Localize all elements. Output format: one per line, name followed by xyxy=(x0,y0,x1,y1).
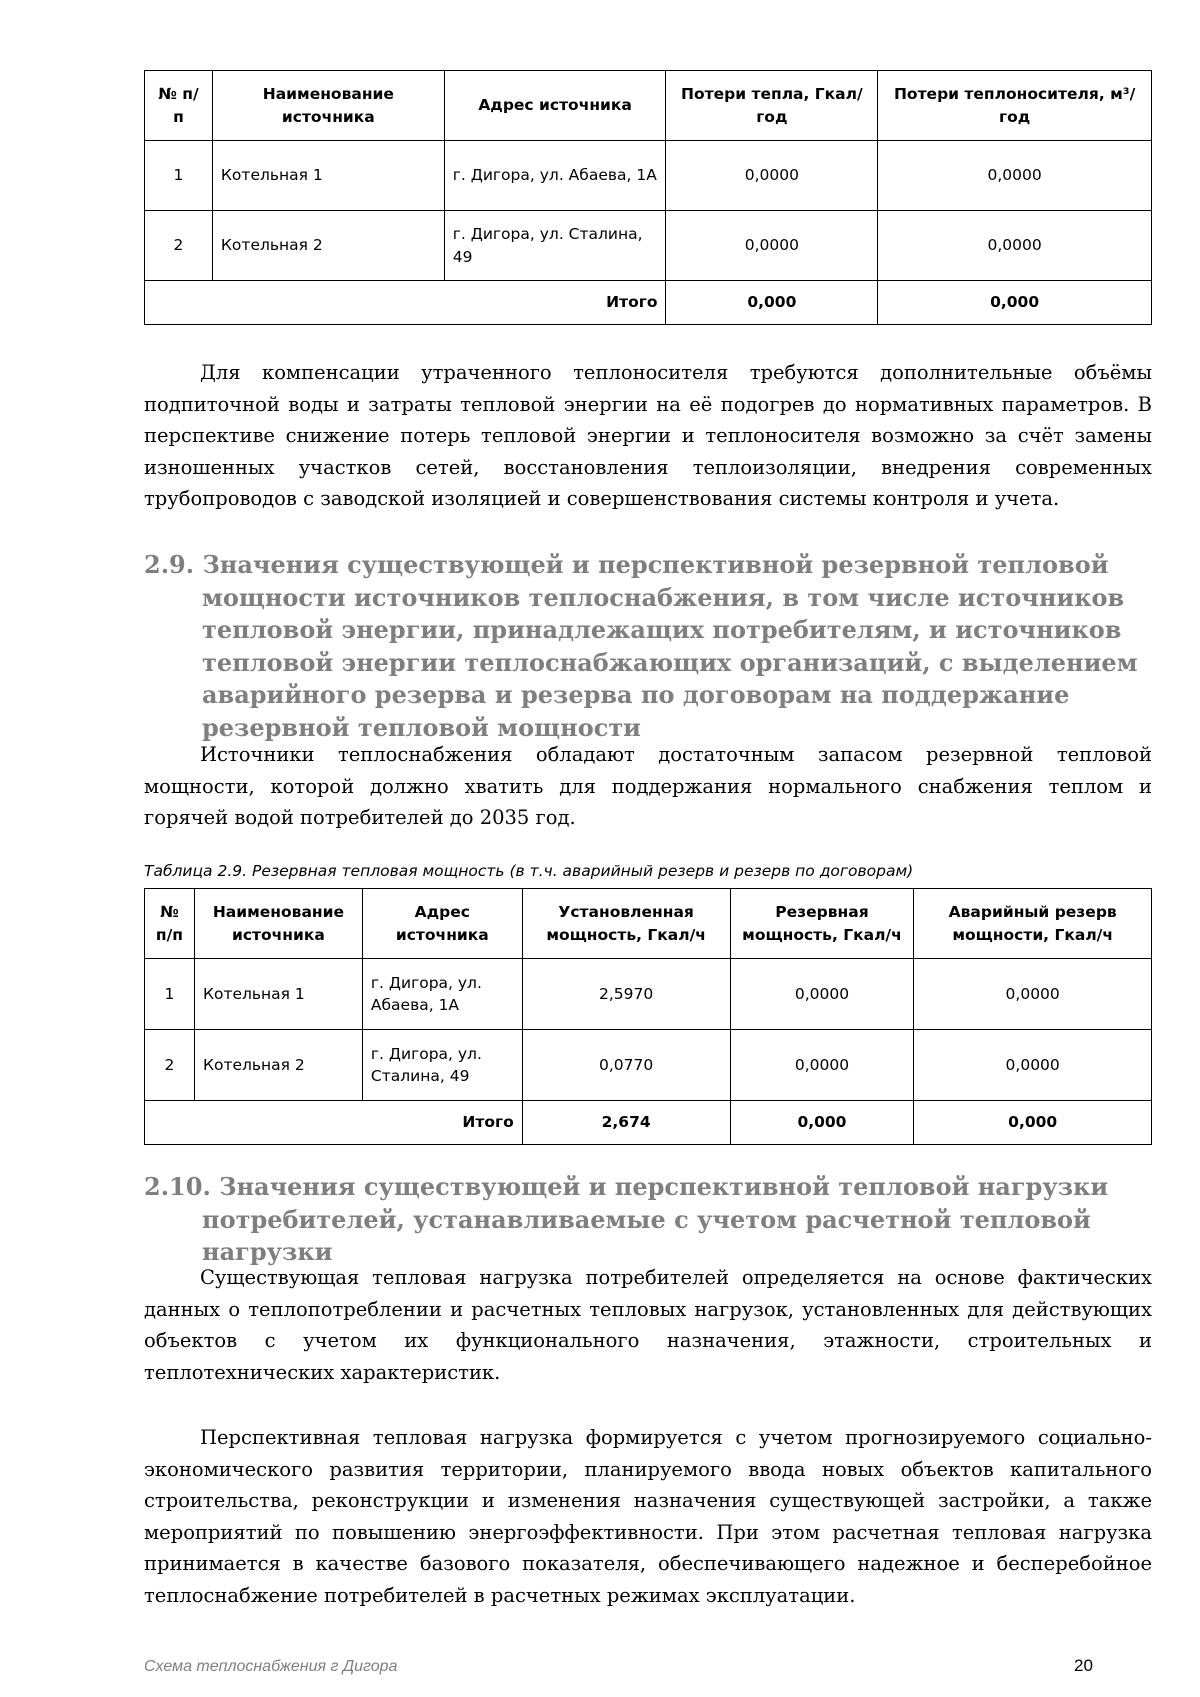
cell-reserve-capacity: 0,0000 xyxy=(730,1030,914,1101)
header-source-address: Адрес источника xyxy=(444,71,666,141)
total-heat-losses: 0,000 xyxy=(666,281,878,325)
cell-installed-capacity: 0,0770 xyxy=(522,1030,730,1101)
reserve-capacity-table xyxy=(144,888,1152,1145)
paragraph-reserve-capacity: Источники теплоснабжения обладают достаточным запасом резервной тепловой мощности, которой должно хватить для поддержания нормального снабжения теплом и горячей водой потребителей до 2035 год. xyxy=(144,743,1152,829)
header-number: № п/п xyxy=(145,71,213,141)
header-number: № п/п xyxy=(145,889,195,959)
header-source-name: Наименование источника xyxy=(194,889,362,959)
total-reserve-capacity: 0,000 xyxy=(730,1101,914,1145)
cell-source-address: г. Дигора, ул. Сталина, 49 xyxy=(362,1030,522,1101)
paragraph-prospective-load: Перспективная тепловая нагрузка формируется с учетом прогнозируемого социально-экономического развития территории, планируемого ввода новых объектов капитального строительства, реконструкции и изменения назначения существующей застройки, а также мероприятий по повышению энергоэффективности. При этом расчетная тепловая нагрузка принимается в качестве базового показателя, обеспечивающего надежное и бесперебойное теплоснабжение потребителей в расчетных режимах эксплуатации. xyxy=(144,1426,1152,1607)
cell-number: 2 xyxy=(145,1030,195,1101)
cell-heat-losses: 0,0000 xyxy=(666,211,878,281)
total-coolant-losses: 0,000 xyxy=(878,281,1152,325)
cell-source-name: Котельная 2 xyxy=(194,1030,362,1101)
cell-source-address: г. Дигора, ул. Абаева, 1А xyxy=(362,959,522,1030)
header-emergency-reserve: Аварийный резерв мощности, Гкал/ч xyxy=(914,889,1152,959)
cell-heat-losses: 0,0000 xyxy=(666,141,878,211)
cell-number: 1 xyxy=(145,959,195,1030)
total-emergency-reserve: 0,000 xyxy=(914,1101,1152,1145)
heat-losses-table xyxy=(144,70,1152,325)
table-header-row xyxy=(145,889,1152,959)
section-heading-2-9: 2.9. Значения существующей и перспективной резервной тепловой мощности источников теплоснабжения, в том числе источников тепловой энергии, принадлежащих потребителям, и источников тепловой энергии теплоснабжающих организаций, с выделением аварийного резерва и резерва по договорам на поддержание резервной тепловой мощности xyxy=(144,550,1138,742)
table-total-row xyxy=(145,281,1152,325)
cell-number: 2 xyxy=(145,211,213,281)
header-coolant-losses: Потери теплоносителя, м³/год xyxy=(878,71,1152,141)
header-source-address: Адрес источника xyxy=(362,889,522,959)
cell-reserve-capacity: 0,0000 xyxy=(730,959,914,1030)
cell-source-address: г. Дигора, ул. Абаева, 1А xyxy=(444,141,666,211)
footer-document-title: Схема теплоснабжения г Дигора xyxy=(144,1658,398,1675)
cell-source-name: Котельная 1 xyxy=(212,141,444,211)
header-reserve-capacity: Резервная мощность, Гкал/ч xyxy=(730,889,914,959)
paragraph-existing-load: Существующая тепловая нагрузка потребителей определяется на основе фактических данных о теплопотреблении и расчетных тепловых нагрузок, установленных для действующих объектов с учетом их функционального назначения, этажности, строительных и теплотехнических характеристик. xyxy=(144,1266,1152,1384)
table-total-row xyxy=(145,1101,1152,1145)
header-installed-capacity: Установленная мощность, Гкал/ч xyxy=(522,889,730,959)
total-label: Итого xyxy=(145,1101,523,1145)
cell-emergency-reserve: 0,0000 xyxy=(914,959,1152,1030)
section-heading-2-10: 2.10. Значения существующей и перспективной тепловой нагрузки потребителей, устанавливаемые с учетом расчетной тепловой нагрузки xyxy=(144,1172,1109,1266)
cell-emergency-reserve: 0,0000 xyxy=(914,1030,1152,1101)
cell-source-name: Котельная 1 xyxy=(194,959,362,1030)
cell-coolant-losses: 0,0000 xyxy=(878,211,1152,281)
total-label: Итого xyxy=(145,281,666,325)
table-row xyxy=(145,211,1152,281)
cell-source-address: г. Дигора, ул. Сталина, 49 xyxy=(444,211,666,281)
table-row xyxy=(145,959,1152,1030)
table-row xyxy=(145,1030,1152,1101)
header-source-name: Наименование источника xyxy=(212,71,444,141)
header-heat-losses: Потери тепла, Гкал/год xyxy=(666,71,878,141)
cell-coolant-losses: 0,0000 xyxy=(878,141,1152,211)
table-row xyxy=(145,141,1152,211)
total-installed-capacity: 2,674 xyxy=(522,1101,730,1145)
cell-number: 1 xyxy=(145,141,213,211)
table-header-row xyxy=(145,71,1152,141)
footer-page-number: 20 xyxy=(1074,1656,1093,1675)
paragraph-coolant-compensation: Для компенсации утраченного теплоносителя требуются дополнительные объёмы подпиточной воды и затраты тепловой энергии на её подогрев до нормативных параметров. В перспективе снижение потерь тепловой энергии и теплоносителя возможно за счёт замены изношенных участков сетей, восстановления теплоизоляции, внедрения современных трубопроводов с заводской изоляцией и совершенствования системы контроля и учета. xyxy=(144,361,1152,510)
cell-source-name: Котельная 2 xyxy=(212,211,444,281)
table-caption: Таблица 2.9. Резервная тепловая мощность (в т.ч. аварийный резерв и резерв по договорам) xyxy=(144,862,914,880)
cell-installed-capacity: 2,5970 xyxy=(522,959,730,1030)
